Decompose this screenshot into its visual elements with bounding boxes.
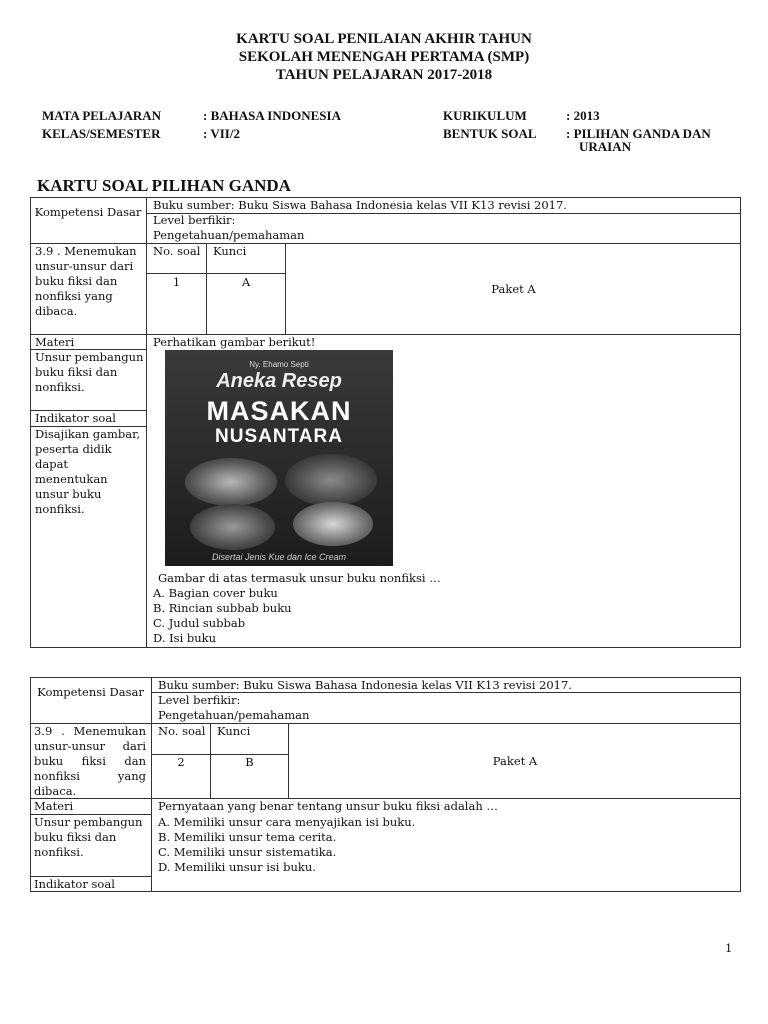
food-photo-1 xyxy=(185,458,277,506)
question-text: Pernyataan yang benar tentang unsur buku fiksi adalah … xyxy=(158,799,498,813)
kd-text: 3.9 . Menemukan unsur-unsur dari buku fiksi dan nonfiksi yang dibaca. xyxy=(34,724,146,798)
no-soal-value: 2 xyxy=(177,755,185,769)
no-soal-label: No. soal xyxy=(158,724,206,738)
kunci-label: Kunci xyxy=(213,244,247,258)
mapel-label: MATA PELAJARAN xyxy=(42,108,162,123)
kunci-label: Kunci xyxy=(217,724,251,738)
level-label: Level berfikir: xyxy=(153,213,236,227)
kurikulum-label: KURIKULUM xyxy=(443,108,527,123)
option-a: A. Memiliki unsur cara menyajikan isi buku. xyxy=(158,815,416,829)
stimulus-text: Perhatikan gambar berikut! xyxy=(153,335,316,349)
materi-text: Unsur pembangun buku fiksi dan nonfiksi. xyxy=(34,815,143,859)
kd-header: Kompetensi Dasar xyxy=(37,685,144,699)
kunci-value: A xyxy=(241,275,251,289)
indikator-label: Indikator soal xyxy=(34,877,115,891)
bentuk-label: BENTUK SOAL xyxy=(443,126,537,141)
indikator-text: Disajikan gambar, peserta didik dapat menentukan unsur buku nonfiksi. xyxy=(35,427,141,516)
no-soal-label: No. soal xyxy=(153,244,201,258)
option-d: D. Isi buku xyxy=(153,631,217,645)
section-title: KARTU SOAL PILIHAN GANDA xyxy=(37,176,291,195)
mapel-value: : BAHASA INDONESIA xyxy=(203,108,341,123)
kd-text: 3.9 . Menemukan unsur-unsur dari buku fiksi dan nonfiksi yang dibaca. xyxy=(35,244,137,318)
materi-label: Materi xyxy=(34,799,74,813)
cover-title-2: MASAKAN xyxy=(206,396,352,426)
paket-label: Paket A xyxy=(491,282,536,296)
no-soal-value: 1 xyxy=(172,275,181,289)
cover-subtitle: Disertai Jenis Kue dan Ice Cream xyxy=(211,552,347,562)
page-number: 1 xyxy=(725,941,733,955)
option-b: B. Memiliki unsur tema cerita. xyxy=(158,830,337,844)
buku-sumber: Buku sumber: Buku Siswa Bahasa Indonesia kelas VII K13 revisi 2017. xyxy=(153,198,567,212)
kunci-value: B xyxy=(245,755,254,769)
cover-title-3: NUSANTARA xyxy=(215,426,343,447)
header-line-1: KARTU SOAL PENILAIAN AKHIR TAHUN xyxy=(236,31,532,47)
materi-text: Unsur pembangun buku fiksi dan nonfiksi. xyxy=(35,350,144,394)
option-c: C. Judul subbab xyxy=(153,616,246,630)
book-cover-image xyxy=(165,350,393,566)
level-value: Pengetahuan/pemahaman xyxy=(158,708,310,722)
paket-label: Paket A xyxy=(492,754,538,768)
kelas-value: : VII/2 xyxy=(203,126,240,141)
bentuk-value: : PILIHAN GANDA DAN xyxy=(566,126,711,141)
kurikulum-value: : 2013 xyxy=(566,108,600,123)
option-d: D. Memiliki unsur isi buku. xyxy=(158,860,316,874)
level-value: Pengetahuan/pemahaman xyxy=(153,228,305,242)
bentuk-value-cont: URAIAN xyxy=(579,139,631,154)
cover-title-1: Aneka Resep xyxy=(216,370,342,392)
cover-author: Ny. Ehamo Septi xyxy=(249,360,309,369)
header-line-3: TAHUN PELAJARAN 2017-2018 xyxy=(275,67,493,83)
option-a: A. Bagian cover buku xyxy=(153,586,278,600)
indikator-label: Indikator soal xyxy=(35,411,116,425)
food-photo-3 xyxy=(190,504,275,550)
header-line-2: SEKOLAH MENENGAH PERTAMA (SMP) xyxy=(238,49,530,65)
food-photo-4 xyxy=(293,502,373,546)
materi-label: Materi xyxy=(35,335,75,349)
food-photo-2 xyxy=(285,454,377,506)
kelas-label: KELAS/SEMESTER xyxy=(42,126,161,141)
option-c: C. Memiliki unsur sistematika. xyxy=(158,845,337,859)
kd-header: Kompetensi Dasar xyxy=(34,205,142,219)
buku-sumber: Buku sumber: Buku Siswa Bahasa Indonesia kelas VII K13 revisi 2017. xyxy=(158,678,572,692)
question-text: Gambar di atas termasuk unsur buku nonfiksi … xyxy=(158,571,441,585)
level-label: Level berfikir: xyxy=(158,693,241,707)
option-b: B. Rincian subbab buku xyxy=(153,601,292,615)
